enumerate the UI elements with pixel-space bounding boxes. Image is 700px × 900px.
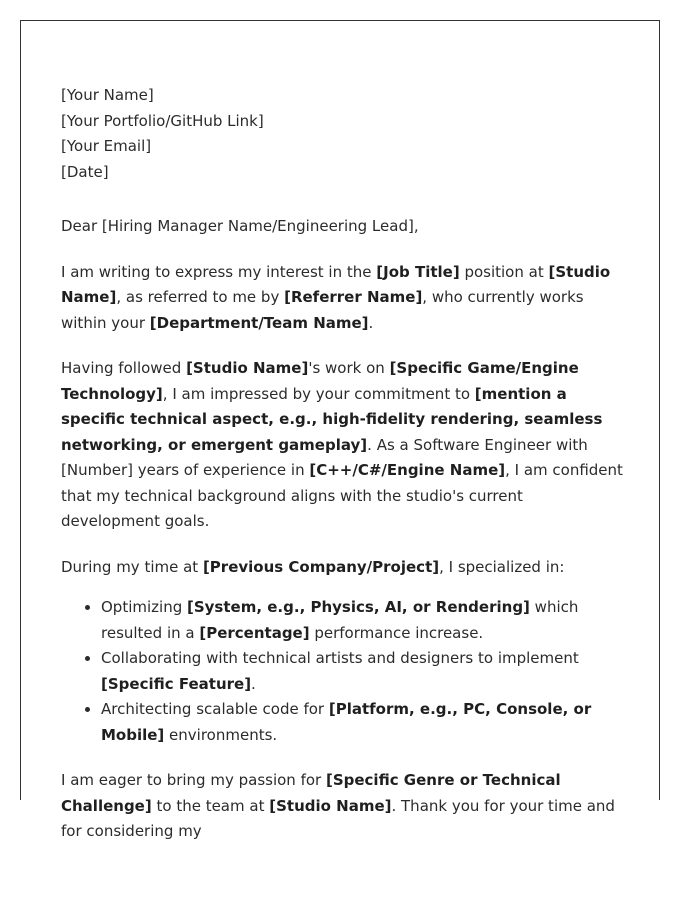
text: 's work on <box>308 359 390 377</box>
text: I am writing to express my interest in the <box>61 262 377 281</box>
text: , I am confident that my technical background aligns with the studio's current development goals. <box>61 461 623 530</box>
text: Collaborating with technical artists and designers to implement <box>101 649 579 667</box>
placeholder-studio-name: [Studio Name] <box>61 262 611 306</box>
sender-block <box>61 83 626 185</box>
placeholder-system: [System, e.g., Physics, AI, or Rendering] <box>187 598 530 616</box>
text: environments. <box>164 725 278 744</box>
text: During my time at <box>61 557 203 576</box>
paragraph-closing <box>61 768 626 845</box>
sender-date: [Date] <box>61 162 109 181</box>
placeholder-referrer: [Referrer Name] <box>284 288 423 306</box>
placeholder-company: [Previous Company/Project] <box>202 557 440 576</box>
text: , I specialized in: <box>439 557 565 576</box>
experience-list <box>61 595 626 748</box>
text: . As a Software Engineer with [Number] years of experience in <box>61 435 588 479</box>
list-item <box>101 646 626 697</box>
placeholder-game-engine: [Specific Game/Engine Technology] <box>61 359 579 403</box>
greeting: Dear [Hiring Manager Name/Engineering Lead], <box>61 217 419 235</box>
text: . <box>368 313 374 332</box>
placeholder-languages: [C++/C#/Engine Name] <box>309 461 506 479</box>
placeholder-job-title: [Job Title] <box>376 262 460 281</box>
placeholder-studio-name: [Studio Name] <box>186 359 309 377</box>
text: . Thank you for your time and for considering my <box>61 796 615 840</box>
letter-body <box>61 83 626 845</box>
sender-portfolio: [Your Portfolio/GitHub Link] <box>61 111 264 130</box>
text: which resulted in a <box>101 598 579 642</box>
placeholder-feature: [Specific Feature] <box>101 674 252 693</box>
text: , as referred to me by <box>116 288 285 306</box>
text: position at <box>459 262 549 281</box>
document-page <box>20 20 660 840</box>
text: performance increase. <box>309 623 484 642</box>
text: to the team at <box>151 796 270 815</box>
list-item <box>101 697 626 748</box>
paragraph-experience <box>61 555 626 581</box>
placeholder-percentage: [Percentage] <box>199 623 310 642</box>
sender-email: [Your Email] <box>61 137 152 155</box>
text: . <box>251 674 256 693</box>
text: I am eager to bring my passion for <box>61 771 326 789</box>
text: , who currently works within your <box>61 288 584 332</box>
text: , I am impressed by your commitment to <box>162 384 475 403</box>
placeholder-department: [Department/Team Name] <box>149 313 369 332</box>
text: Optimizing <box>101 598 187 616</box>
list-item <box>101 595 626 646</box>
placeholder-studio-name: [Studio Name] <box>269 796 392 815</box>
placeholder-technical-aspect: [mention a specific technical aspect, e.g., high-fidelity rendering, seamless networking, or emergent gameplay] <box>61 384 603 454</box>
text: Having followed <box>61 359 187 377</box>
sender-name: [Your Name] <box>61 86 154 104</box>
placeholder-genre: [Specific Genre or Technical Challenge] <box>61 771 561 815</box>
placeholder-platform: [Platform, e.g., PC, Console, or Mobile] <box>101 700 592 744</box>
paragraph-studio-interest <box>61 356 626 535</box>
text: Architecting scalable code for <box>101 700 329 718</box>
paragraph-intro <box>61 260 626 337</box>
